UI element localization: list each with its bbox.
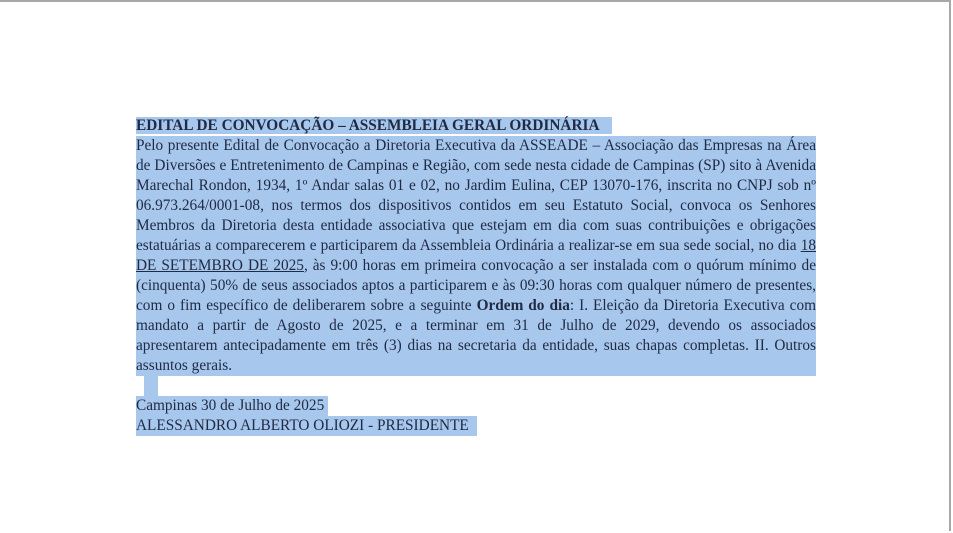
- convocation-paragraph: [136, 136, 816, 376]
- document-body[interactable]: [136, 116, 816, 436]
- city-date: Campinas 30 de Julho de 2025: [136, 396, 328, 416]
- city-date-row: [136, 396, 816, 416]
- signatory-row: [136, 416, 816, 436]
- title-row: [136, 116, 816, 136]
- meeting-date: 18 DE SETEMBRO DE 2025: [136, 237, 816, 274]
- signatory: ALESSANDRO ALBERTO OLIOZI - PRESIDENTE: [136, 416, 477, 436]
- paragraph-text-part1: Pelo presente Edital de Convocação a Diretoria Executiva da ASSEADE – Associação das Empresas na Área de Diversões e Entretenimento de Campinas e Região, com sede nesta cidade de Campinas (SP) sito à Avenida Marechal Rondon, 1934, 1º Andar salas 01 e 02, no Jardim Eulina, CEP 13070-176, inscrita no CNPJ sob nº 06.973.264/0001-08, nos termos dos dispositivos contidos em seu Estatuto Social, convoca os Senhores Membros da Diretoria desta entidade associativa que estejam em dia com suas contribuições e obrigações estatuárias a comparecerem e participarem da Assembleia Ordinária a realizar-se em sua sede social, no dia: [136, 137, 816, 254]
- empty-line: [144, 376, 158, 396]
- paragraph-text-part3: : I. Eleição da Diretoria Executiva com mandato a partir de Agosto de 2025, e a terminar em 31 de Julho de 2029, devendo os associados apresentarem antecipadamente em três (3) dias na secretaria da entidade, suas chapas completas. II. Outros assuntos gerais.: [136, 297, 817, 374]
- agenda-label: Ordem do dia: [476, 297, 570, 314]
- document-title: EDITAL DE CONVOCAÇÃO – ASSEMBLEIA GERAL ORDINÁRIA: [136, 117, 612, 134]
- paragraph-text-part2: , às 9:00 horas em primeira convocação a ser instalada com o quórum mínimo de (cinquenta) 50% de seus associados aptos a participarem e às 09:30 horas com qualquer número de presentes, com o fim específico de deliberarem sobre a seguinte: [136, 257, 816, 314]
